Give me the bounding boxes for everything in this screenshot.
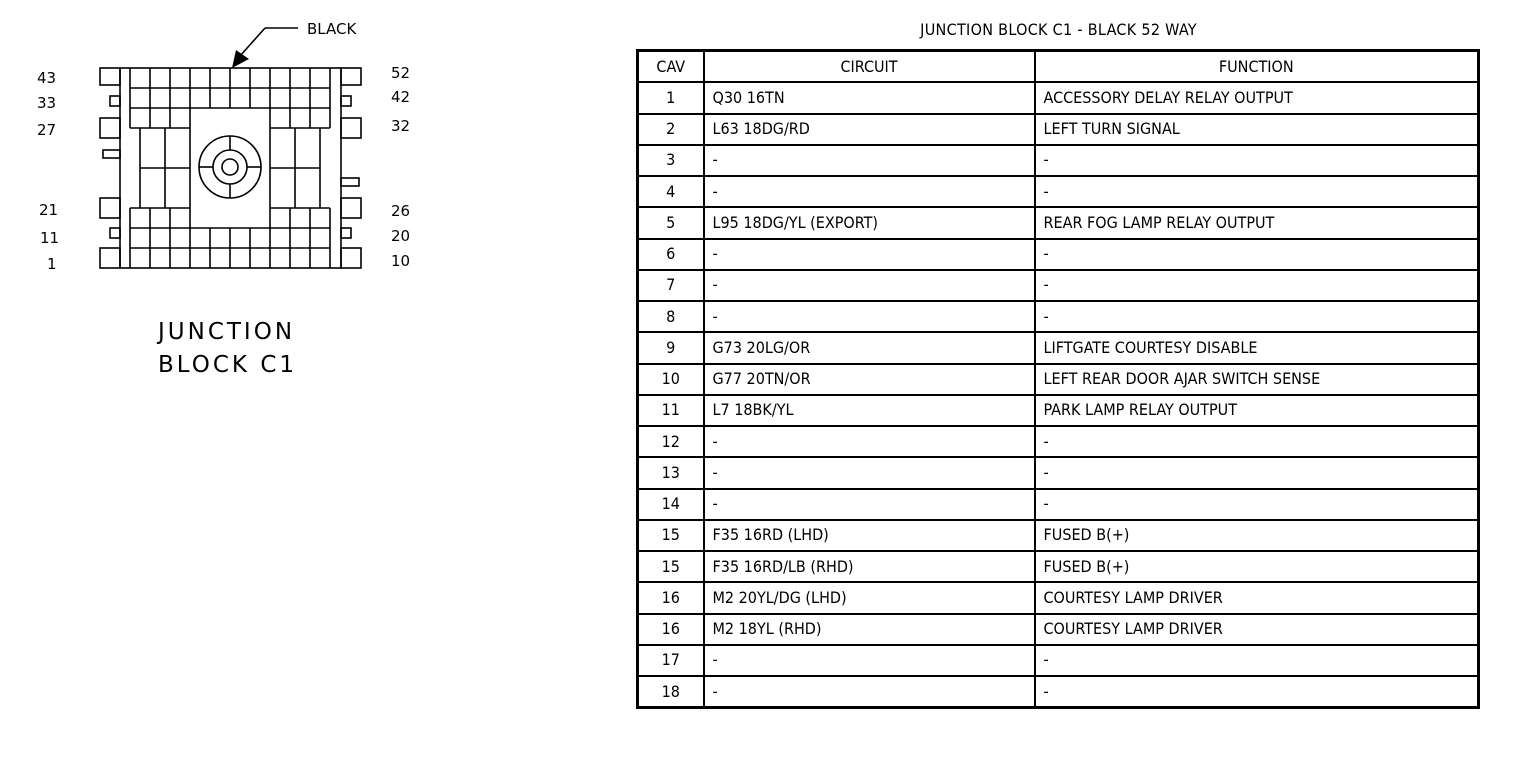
connector-body — [100, 68, 361, 268]
function-cell: LEFT TURN SIGNAL — [1035, 114, 1479, 145]
table-row — [638, 364, 1479, 395]
circuit-cell: Q30 16TN — [704, 82, 1035, 113]
pin-label-42: 42 — [391, 88, 411, 106]
pin-label-43: 43 — [37, 69, 57, 87]
pin-label-10: 10 — [391, 252, 411, 270]
function-cell: - — [1035, 239, 1479, 270]
pin-label-1: 1 — [47, 255, 57, 273]
header-circuit: CIRCUIT — [704, 51, 1035, 83]
pin-label-11: 11 — [40, 229, 60, 247]
function-cell: - — [1035, 457, 1479, 488]
table-row — [638, 489, 1479, 520]
cav-cell: 2 — [638, 114, 704, 145]
function-cell: - — [1035, 645, 1479, 676]
pin-labels-right — [391, 64, 410, 270]
table-row — [638, 301, 1479, 332]
cav-cell: 15 — [638, 520, 704, 551]
function-cell: FUSED B(+) — [1035, 520, 1479, 551]
cav-cell: 1 — [638, 82, 704, 113]
function-cell: - — [1035, 145, 1479, 176]
table-row — [638, 270, 1479, 301]
table-row — [638, 614, 1479, 645]
circuit-cell: - — [704, 645, 1035, 676]
table-row — [638, 676, 1479, 708]
cav-cell: 8 — [638, 301, 704, 332]
circuit-cell: - — [704, 426, 1035, 457]
table-row — [638, 145, 1479, 176]
cav-cell: 4 — [638, 176, 704, 207]
circuit-cell: - — [704, 270, 1035, 301]
cav-cell: 3 — [638, 145, 704, 176]
pin-label-33: 33 — [37, 94, 57, 112]
function-cell: - — [1035, 301, 1479, 332]
function-cell: - — [1035, 176, 1479, 207]
cav-cell: 16 — [638, 614, 704, 645]
connector-diagram — [0, 0, 620, 400]
function-cell: - — [1035, 426, 1479, 457]
table-row — [638, 426, 1479, 457]
table-row — [638, 176, 1479, 207]
circuit-cell: - — [704, 239, 1035, 270]
color-callout — [232, 20, 357, 68]
cav-cell: 7 — [638, 270, 704, 301]
circuit-cell: - — [704, 489, 1035, 520]
circuit-cell: L95 18DG/YL (EXPORT) — [704, 207, 1035, 238]
pin-labels-left — [37, 69, 59, 273]
table-row — [638, 520, 1479, 551]
circuit-cell: M2 18YL (RHD) — [704, 614, 1035, 645]
circuit-cell: G73 20LG/OR — [704, 332, 1035, 363]
cav-cell: 13 — [638, 457, 704, 488]
function-cell: PARK LAMP RELAY OUTPUT — [1035, 395, 1479, 426]
function-cell: LEFT REAR DOOR AJAR SWITCH SENSE — [1035, 364, 1479, 395]
cav-cell: 6 — [638, 239, 704, 270]
cav-cell: 10 — [638, 364, 704, 395]
cav-cell: 11 — [638, 395, 704, 426]
circuit-cell: L7 18BK/YL — [704, 395, 1035, 426]
function-cell: FUSED B(+) — [1035, 551, 1479, 582]
table-row — [638, 395, 1479, 426]
pin-label-21: 21 — [39, 201, 59, 219]
cav-cell: 15 — [638, 551, 704, 582]
circuit-cell: G77 20TN/OR — [704, 364, 1035, 395]
circuit-cell: M2 20YL/DG (LHD) — [704, 582, 1035, 613]
function-cell: COURTESY LAMP DRIVER — [1035, 614, 1479, 645]
table-row — [638, 332, 1479, 363]
pin-label-32: 32 — [391, 117, 411, 135]
pin-label-52: 52 — [391, 64, 411, 82]
cav-cell: 18 — [638, 676, 704, 708]
cav-cell: 12 — [638, 426, 704, 457]
table-row — [638, 457, 1479, 488]
table-header-row — [638, 51, 1479, 83]
header-cav: CAV — [638, 51, 704, 83]
pin-label-20: 20 — [391, 227, 411, 245]
table-row — [638, 551, 1479, 582]
pin-label-26: 26 — [391, 202, 411, 220]
table-row — [638, 582, 1479, 613]
function-cell: - — [1035, 489, 1479, 520]
circuit-cell: - — [704, 176, 1035, 207]
circuit-cell: - — [704, 301, 1035, 332]
function-cell: LIFTGATE COURTESY DISABLE — [1035, 332, 1479, 363]
circuit-cell: F35 16RD (LHD) — [704, 520, 1035, 551]
header-function: FUNCTION — [1035, 51, 1479, 83]
circuit-cell: - — [704, 145, 1035, 176]
table-row — [638, 645, 1479, 676]
cav-cell: 17 — [638, 645, 704, 676]
function-cell: ACCESSORY DELAY RELAY OUTPUT — [1035, 82, 1479, 113]
table-title: JUNCTION BLOCK C1 - BLACK 52 WAY — [920, 20, 1197, 39]
pin-label-27: 27 — [37, 121, 57, 139]
cav-cell: 16 — [638, 582, 704, 613]
diagram-caption-line1: JUNCTION — [158, 319, 296, 345]
function-cell: - — [1035, 270, 1479, 301]
table-row — [638, 114, 1479, 145]
circuit-cell: - — [704, 457, 1035, 488]
function-cell: COURTESY LAMP DRIVER — [1035, 582, 1479, 613]
cavity-table — [636, 49, 1480, 709]
circuit-cell: F35 16RD/LB (RHD) — [704, 551, 1035, 582]
color-callout-label: BLACK — [307, 20, 357, 38]
diagram-caption-line2: BLOCK C1 — [158, 352, 298, 378]
function-cell: - — [1035, 676, 1479, 708]
cav-cell: 5 — [638, 207, 704, 238]
table-row — [638, 239, 1479, 270]
cav-cell: 14 — [638, 489, 704, 520]
circuit-cell: L63 18DG/RD — [704, 114, 1035, 145]
cav-cell: 9 — [638, 332, 704, 363]
table-row — [638, 82, 1479, 113]
function-cell: REAR FOG LAMP RELAY OUTPUT — [1035, 207, 1479, 238]
circuit-cell: - — [704, 676, 1035, 708]
table-row — [638, 207, 1479, 238]
